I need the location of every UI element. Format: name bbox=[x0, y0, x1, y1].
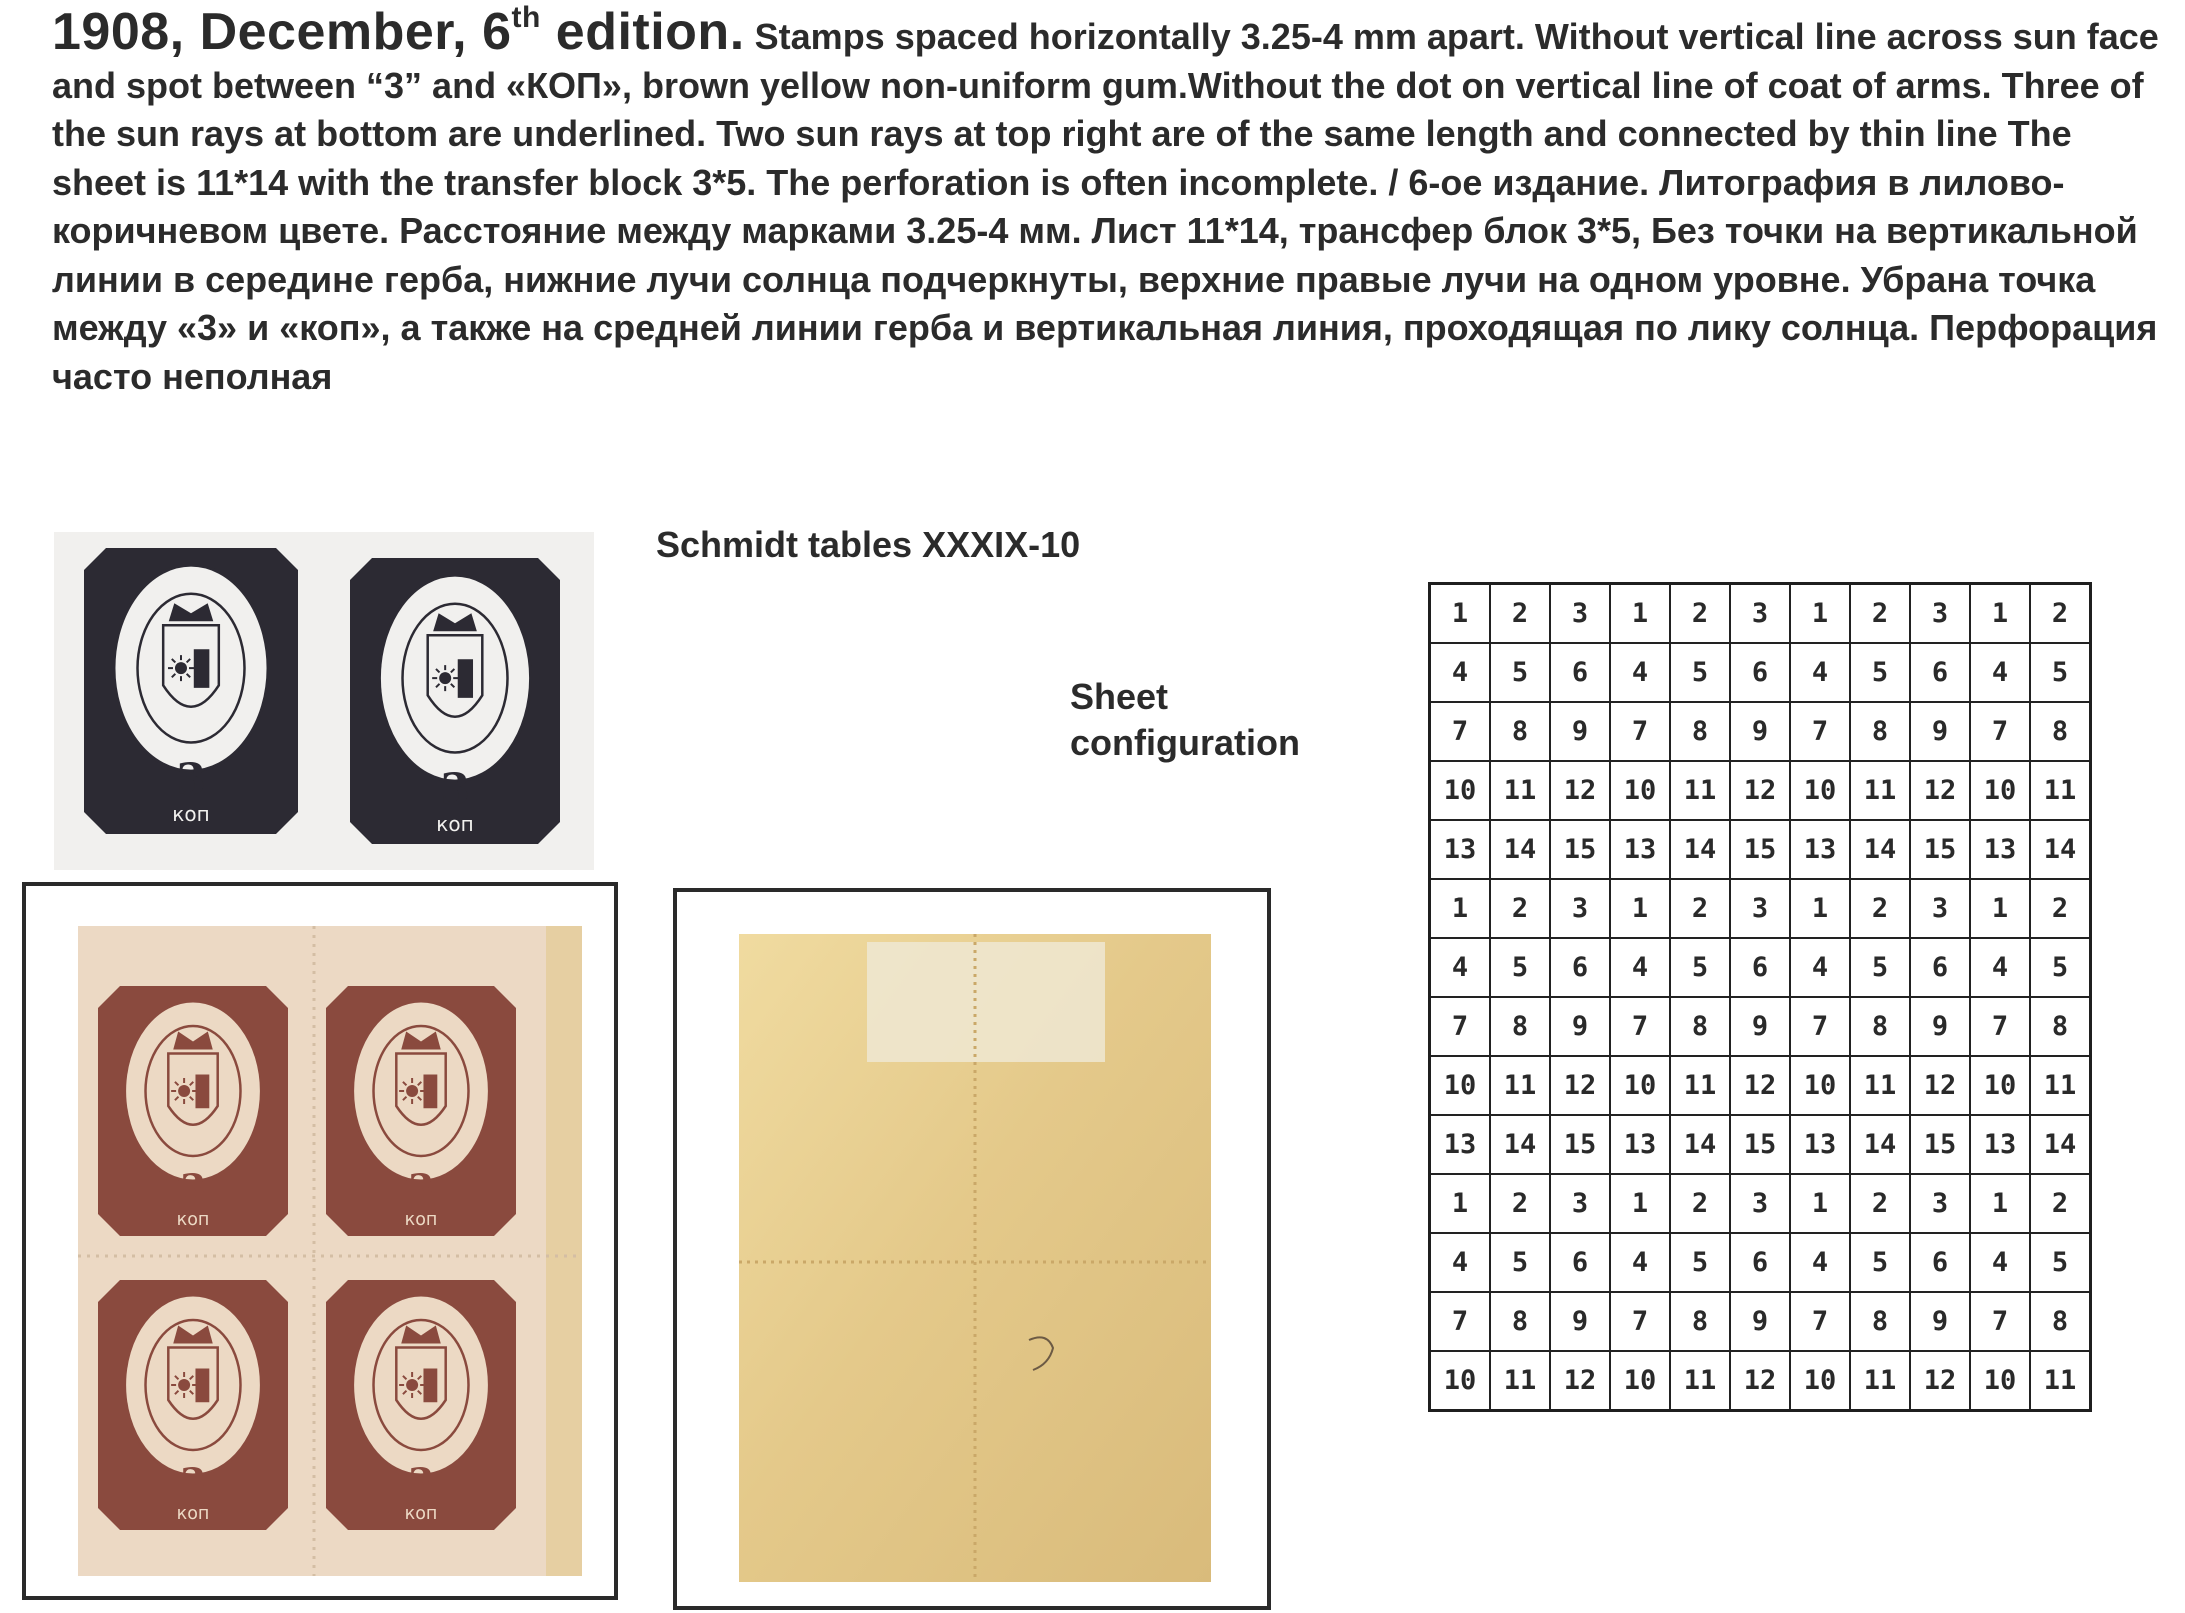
sheet-cell: 2 bbox=[2030, 1174, 2091, 1233]
stamp bbox=[326, 1280, 516, 1530]
sheet-cell: 9 bbox=[1910, 702, 1970, 761]
stamp bbox=[98, 1280, 288, 1530]
sheet-cell: 5 bbox=[2030, 1233, 2091, 1292]
sheet-cell: 4 bbox=[1610, 938, 1670, 997]
sheet-cell: 3 bbox=[1910, 584, 1970, 644]
sheet-cell: 2 bbox=[2030, 879, 2091, 938]
sheet-cell: 1 bbox=[1790, 1174, 1850, 1233]
sheet-cell: 4 bbox=[1430, 938, 1491, 997]
sheet-cell: 7 bbox=[1970, 702, 2030, 761]
sheet-cell: 2 bbox=[1490, 879, 1550, 938]
tower-icon bbox=[195, 1369, 209, 1403]
sheet-row bbox=[1430, 702, 2091, 761]
sheet-cell: 5 bbox=[1670, 643, 1730, 702]
sheet-cell: 2 bbox=[1670, 1174, 1730, 1233]
stamp-value: 3 bbox=[440, 764, 470, 815]
sheet-cell: 8 bbox=[1490, 997, 1550, 1056]
sheet-cell: 10 bbox=[1610, 1351, 1670, 1411]
description-block bbox=[52, 1, 2162, 401]
sheet-cell: 8 bbox=[1490, 702, 1550, 761]
sheet-cell: 10 bbox=[1790, 1351, 1850, 1411]
sheet-cell: 8 bbox=[2030, 997, 2091, 1056]
sheet-cell: 6 bbox=[1730, 938, 1790, 997]
sheet-cell: 15 bbox=[1550, 820, 1610, 879]
sheet-cell: 6 bbox=[1910, 938, 1970, 997]
sun-icon bbox=[178, 1085, 190, 1097]
sheet-cell: 9 bbox=[1730, 997, 1790, 1056]
sheet-row bbox=[1430, 997, 2091, 1056]
sheet-cell: 10 bbox=[1970, 761, 2030, 820]
sheet-cell: 11 bbox=[1850, 761, 1910, 820]
sheet-cell: 5 bbox=[1490, 938, 1550, 997]
sheet-cell: 4 bbox=[1430, 1233, 1491, 1292]
sheet-cell: 11 bbox=[1670, 761, 1730, 820]
sheet-cell: 14 bbox=[1670, 1115, 1730, 1174]
sheet-cell: 5 bbox=[1670, 1233, 1730, 1292]
sheet-cell: 1 bbox=[1970, 584, 2030, 644]
sheet-cell: 15 bbox=[1910, 1115, 1970, 1174]
sheet-cell: 6 bbox=[1550, 938, 1610, 997]
edition-description: Stamps spaced horizontally 3.25-4 mm apart. Without vertical line across sun face and spot between “3” and «КОП», brown yellow non-uniform gum.Without the dot on vertical line of coat of arms. Three of the sun rays at bottom are underlined. Two sun rays at top right are of the same length and connected by thin line The sheet is 11*14 with the transfer block 3*5. The perforation is often incomplete. / 6-ое издание. Литография в лилово-коричневом цвете. Расстояние между марками 3.25-4 мм. Лист 11*14, трансфер блок 3*5, Без точки на вертикальной линии в середине герба, нижние лучи солнца подчеркнуты, верхние правые лучи на одном уровне. Убрана точка между «3» и «коп», а также на средней линии герба и вертикальная линия, проходящая по лику солнца. Перфорация часто неполная bbox=[52, 16, 2159, 397]
sun-icon bbox=[406, 1379, 418, 1391]
sheet-cell: 4 bbox=[1970, 643, 2030, 702]
sheet-row bbox=[1430, 938, 2091, 997]
sheet-cell: 10 bbox=[1610, 1056, 1670, 1115]
sheet-row bbox=[1430, 1292, 2091, 1351]
sun-icon bbox=[178, 1379, 190, 1391]
sheet-cell: 8 bbox=[1670, 997, 1730, 1056]
sheet-cell: 6 bbox=[1730, 643, 1790, 702]
sheet-cell: 14 bbox=[2030, 1115, 2091, 1174]
sheet-cell: 1 bbox=[1430, 584, 1491, 644]
gum-side-block bbox=[677, 892, 1267, 1606]
hinge-remnant bbox=[867, 942, 1105, 1062]
sheet-cell: 14 bbox=[1670, 820, 1730, 879]
brown-stamp-block bbox=[26, 886, 614, 1596]
stamp-unit: коп bbox=[176, 1209, 210, 1230]
stamp-unit: коп bbox=[404, 1209, 438, 1230]
sheet-row bbox=[1430, 761, 2091, 820]
sheet-row bbox=[1430, 879, 2091, 938]
sheet-cell: 7 bbox=[1430, 997, 1491, 1056]
sheet-cell: 11 bbox=[1850, 1056, 1910, 1115]
stamp bbox=[350, 558, 560, 844]
schmidt-tables-label: Schmidt tables XXXIX-10 bbox=[656, 524, 1081, 565]
sheet-cell: 15 bbox=[1730, 820, 1790, 879]
sheet-cell: 10 bbox=[1790, 1056, 1850, 1115]
sheet-cell: 2 bbox=[2030, 584, 2091, 644]
sheet-cell: 4 bbox=[1610, 1233, 1670, 1292]
sheet-cell: 3 bbox=[1730, 879, 1790, 938]
sheet-cell: 3 bbox=[1550, 1174, 1610, 1233]
sheet-cell: 15 bbox=[1730, 1115, 1790, 1174]
sheet-cell: 8 bbox=[2030, 1292, 2091, 1351]
sheet-cell: 4 bbox=[1970, 1233, 2030, 1292]
sheet-cell: 4 bbox=[1970, 938, 2030, 997]
sheet-cell: 10 bbox=[1790, 761, 1850, 820]
sheet-cell: 10 bbox=[1610, 761, 1670, 820]
sheet-cell: 9 bbox=[1730, 1292, 1790, 1351]
sheet-cell: 14 bbox=[1850, 1115, 1910, 1174]
sheet-cell: 5 bbox=[1670, 938, 1730, 997]
sheet-cell: 13 bbox=[1970, 1115, 2030, 1174]
sheet-cell: 1 bbox=[1610, 1174, 1670, 1233]
sheet-cell: 5 bbox=[1850, 643, 1910, 702]
sheet-cell: 13 bbox=[1610, 1115, 1670, 1174]
sheet-cell: 6 bbox=[1910, 1233, 1970, 1292]
sheet-cell: 15 bbox=[1910, 820, 1970, 879]
sheet-cell: 6 bbox=[1550, 643, 1610, 702]
sheet-row bbox=[1430, 1056, 2091, 1115]
sheet-cell: 1 bbox=[1430, 1174, 1491, 1233]
sheet-configuration-label bbox=[1070, 674, 1300, 766]
sheet-cell: 6 bbox=[1730, 1233, 1790, 1292]
tower-icon bbox=[195, 1075, 209, 1109]
sheet-cell: 11 bbox=[2030, 761, 2091, 820]
stamp-value: 3 bbox=[179, 1460, 207, 1504]
sheet-row bbox=[1430, 1174, 2091, 1233]
tower-icon bbox=[194, 649, 210, 688]
sun-icon bbox=[175, 662, 187, 674]
sheet-row bbox=[1430, 820, 2091, 879]
sheet-cell: 3 bbox=[1550, 879, 1610, 938]
sheet-cell: 3 bbox=[1910, 1174, 1970, 1233]
sheet-label-line2: configuration bbox=[1070, 722, 1300, 763]
sheet-cell: 12 bbox=[1910, 1056, 1970, 1115]
sheet-row bbox=[1430, 1233, 2091, 1292]
sheet-cell: 3 bbox=[1910, 879, 1970, 938]
sheet-cell: 11 bbox=[1670, 1056, 1730, 1115]
sheet-row bbox=[1430, 1115, 2091, 1174]
stamp-unit: коп bbox=[176, 1503, 210, 1524]
sheet-cell: 6 bbox=[1910, 643, 1970, 702]
sheet-cell: 2 bbox=[1850, 584, 1910, 644]
sheet-cell: 14 bbox=[1490, 820, 1550, 879]
sheet-cell: 11 bbox=[2030, 1056, 2091, 1115]
sheet-cell: 7 bbox=[1610, 997, 1670, 1056]
tower-icon bbox=[458, 659, 473, 698]
sheet-cell: 11 bbox=[1490, 1351, 1550, 1411]
sheet-cell: 13 bbox=[1610, 820, 1670, 879]
sheet-cell: 1 bbox=[1970, 879, 2030, 938]
sheet-cell: 1 bbox=[1790, 584, 1850, 644]
stamp-value: 3 bbox=[179, 1166, 207, 1210]
sheet-cell: 14 bbox=[1490, 1115, 1550, 1174]
sheet-cell: 5 bbox=[1490, 1233, 1550, 1292]
sun-icon bbox=[439, 672, 451, 684]
sheet-cell: 14 bbox=[1850, 820, 1910, 879]
sheet-cell: 5 bbox=[1850, 1233, 1910, 1292]
selvage bbox=[546, 926, 582, 1576]
sheet-cell: 10 bbox=[1430, 761, 1491, 820]
stamp-unit: коп bbox=[172, 802, 210, 827]
sheet-cell: 12 bbox=[1910, 1351, 1970, 1411]
sheet-cell: 12 bbox=[1550, 761, 1610, 820]
sheet-cell: 9 bbox=[1910, 997, 1970, 1056]
sheet-cell: 1 bbox=[1610, 584, 1670, 644]
sheet-cell: 12 bbox=[1550, 1351, 1610, 1411]
sheet-cell: 1 bbox=[1430, 879, 1491, 938]
sheet-cell: 11 bbox=[2030, 1351, 2091, 1411]
sheet-cell: 5 bbox=[1490, 643, 1550, 702]
sheet-cell: 12 bbox=[1730, 1351, 1790, 1411]
sheet-cell: 13 bbox=[1430, 820, 1491, 879]
sheet-cell: 4 bbox=[1430, 643, 1491, 702]
sheet-cell: 11 bbox=[1490, 1056, 1550, 1115]
sheet-label-line1: Sheet bbox=[1070, 676, 1169, 717]
stamp-value: 3 bbox=[176, 754, 206, 805]
sheet-row bbox=[1430, 643, 2091, 702]
sheet-cell: 9 bbox=[1550, 1292, 1610, 1351]
stamp bbox=[84, 548, 298, 834]
sheet-cell: 2 bbox=[1850, 879, 1910, 938]
sheet-cell: 8 bbox=[1850, 702, 1910, 761]
stamp bbox=[326, 986, 516, 1236]
sheet-cell: 7 bbox=[1790, 702, 1850, 761]
sheet-cell: 7 bbox=[1970, 997, 2030, 1056]
stamp-unit: коп bbox=[436, 812, 474, 837]
sheet-cell: 7 bbox=[1430, 702, 1491, 761]
sheet-cell: 7 bbox=[1790, 1292, 1850, 1351]
sheet-cell: 10 bbox=[1430, 1351, 1491, 1411]
sheet-cell: 8 bbox=[1670, 1292, 1730, 1351]
sheet-cell: 15 bbox=[1550, 1115, 1610, 1174]
sheet-cell: 8 bbox=[1670, 702, 1730, 761]
sheet-cell: 9 bbox=[1910, 1292, 1970, 1351]
sheet-cell: 5 bbox=[1850, 938, 1910, 997]
sheet-cell: 2 bbox=[1670, 584, 1730, 644]
sheet-cell: 7 bbox=[1790, 997, 1850, 1056]
sheet-cell: 8 bbox=[1850, 997, 1910, 1056]
sheet-cell: 8 bbox=[1490, 1292, 1550, 1351]
sheet-cell: 3 bbox=[1730, 584, 1790, 644]
stamp-block-back-frame bbox=[673, 888, 1271, 1610]
sheet-cell: 5 bbox=[2030, 643, 2091, 702]
sheet-cell: 3 bbox=[1550, 584, 1610, 644]
sheet-cell: 4 bbox=[1790, 1233, 1850, 1292]
sheet-cell: 10 bbox=[1430, 1056, 1491, 1115]
tower-icon bbox=[423, 1369, 437, 1403]
sheet-cell: 12 bbox=[1550, 1056, 1610, 1115]
black-stamp-pair bbox=[54, 532, 594, 870]
stamp-value: 3 bbox=[407, 1166, 435, 1210]
sheet-cell: 12 bbox=[1730, 1056, 1790, 1115]
sheet-cell: 6 bbox=[1550, 1233, 1610, 1292]
sheet-cell: 8 bbox=[2030, 702, 2091, 761]
sheet-cell: 7 bbox=[1970, 1292, 2030, 1351]
sheet-cell: 7 bbox=[1430, 1292, 1491, 1351]
sheet-cell: 3 bbox=[1730, 1174, 1790, 1233]
sheet-cell: 9 bbox=[1550, 997, 1610, 1056]
sheet-cell: 13 bbox=[1970, 820, 2030, 879]
sun-icon bbox=[406, 1085, 418, 1097]
edition-title: 1908, December, 6th edition. bbox=[52, 1, 745, 61]
sheet-cell: 2 bbox=[1850, 1174, 1910, 1233]
sheet-cell: 11 bbox=[1490, 761, 1550, 820]
sheet-cell: 9 bbox=[1730, 702, 1790, 761]
sheet-cell: 2 bbox=[1490, 584, 1550, 644]
sheet-configuration-table bbox=[1428, 582, 2092, 1412]
sheet-cell: 1 bbox=[1790, 879, 1850, 938]
sheet-cell: 5 bbox=[2030, 938, 2091, 997]
sheet-cell: 12 bbox=[1910, 761, 1970, 820]
sheet-cell: 10 bbox=[1970, 1056, 2030, 1115]
sheet-cell: 13 bbox=[1790, 820, 1850, 879]
sheet-row bbox=[1430, 1351, 2091, 1411]
sheet-cell: 13 bbox=[1430, 1115, 1491, 1174]
sheet-cell: 8 bbox=[1850, 1292, 1910, 1351]
sheet-cell: 9 bbox=[1550, 702, 1610, 761]
sheet-cell: 2 bbox=[1490, 1174, 1550, 1233]
stamp-value: 3 bbox=[407, 1460, 435, 1504]
sheet-cell: 10 bbox=[1970, 1351, 2030, 1411]
sheet-cell: 13 bbox=[1790, 1115, 1850, 1174]
sheet-cell: 7 bbox=[1610, 702, 1670, 761]
sheet-cell: 11 bbox=[1670, 1351, 1730, 1411]
black-stamps-image bbox=[54, 532, 594, 870]
stamp-unit: коп bbox=[404, 1503, 438, 1524]
sheet-cell: 12 bbox=[1730, 761, 1790, 820]
sheet-cell: 4 bbox=[1610, 643, 1670, 702]
sheet-cell: 1 bbox=[1610, 879, 1670, 938]
stamp bbox=[98, 986, 288, 1236]
sheet-cell: 2 bbox=[1670, 879, 1730, 938]
sheet-cell: 4 bbox=[1790, 938, 1850, 997]
sheet-cell: 4 bbox=[1790, 643, 1850, 702]
sheet-cell: 1 bbox=[1970, 1174, 2030, 1233]
sheet-cell: 14 bbox=[2030, 820, 2091, 879]
sheet-row bbox=[1430, 584, 2091, 644]
sheet-cell: 7 bbox=[1610, 1292, 1670, 1351]
sheet-cell: 11 bbox=[1850, 1351, 1910, 1411]
tower-icon bbox=[423, 1075, 437, 1109]
stamp-block-front-frame bbox=[22, 882, 618, 1600]
